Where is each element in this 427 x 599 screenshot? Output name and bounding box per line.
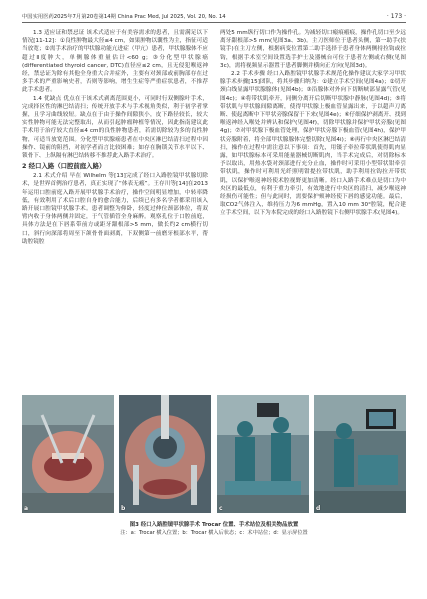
running-header xyxy=(22,12,406,23)
photo-trocar-inserted xyxy=(119,395,211,513)
pros-cons-paragraph: 1.4 优缺点 优点在于该术式剥离范围更小，可同时行双侧腺叶手术，完成择区性的淋巴结清扫；传统开放手术与手术视角类似，利于初学者掌握，且学习曲线较短。缺点在于由于操作间隙狭小，皮下路径较长，较大实性肿物可能无法完整取出，从而引起肿瘤种植等情况，因此指南建议此手术用于治疗较大直径≤4 cm的良性肿物患者，若需切除较为多的良性肿物，可适当放宽范围。分化型甲状腺癌患者在中央区淋巴结清扫过程中因操作、镜前的阻挡，对初学者而言比较困难；如存在胸锁关节水平以下、锁骨下、上纵隔有淋巴结转移不推荐此入路手术治疗。 xyxy=(22,95,208,160)
trocar-paragraph: 两处5 mm纵行切口作为操作孔。为减轻切口瘢痕瘢痕，操作孔切口至少远离牙龈根部>5 mm(见图3a、3b)。主刀医师位于患者头侧，第一助手(扶镜手)在主刀左侧，根据病变位置第二助手选择于患者身体两侧持拉钩或拉钩，根据手术室空间设置选手护士及器械台可位于患者左侧或右侧(见图3c)，需将视频显示器置于患者脚侧并横向正方向(见图3d)。 xyxy=(220,30,406,69)
photo-c-image xyxy=(217,395,309,513)
panel-label-c: c xyxy=(219,505,223,512)
panel-label-a: a xyxy=(24,505,29,512)
journal-citation: 中国实用医药2025年7月第20卷第14期 China Prac Med, Jul 2025, Vol. 20, No. 14 xyxy=(22,14,226,20)
photo-d-image xyxy=(314,395,406,513)
figure-caption-note: 注：a：Trocar 横入位置；b：Trocar 横入后状态；c：术中站位；d：显示屏位置 xyxy=(120,530,308,536)
photo-monitor-position xyxy=(314,395,406,513)
technique-intro-paragraph: 2.1 术式介绍 早在 Wilhelm 等[13]完成了经口入路腔镜甲状腺切除术，是世界首例治疗患者，真正实现了“体表无瘢”。王存川等[14]在2013年运用口腔前庭入路开展甲状腺手术治疗，操作空间明显增加，中转率降低，有效利用了术后口腔自身的愈合能力，后续已有多名学者都采用该入路开展口腔镜甲状腺手术。患者调整为仰卧，轻度过伸位颈部体位，将双臂内收于身体两侧并固定，于气管插管全身麻醉。观察孔位于口腔前庭，具体方法是在下唇系带前方或距牙龈根部>5 mm，做长约2 cm横行切口，斜行向深部将周至下颌骨骨面剥离，下双侧第一前磨牙根部水平，帮助腔镜腔 xyxy=(22,173,208,245)
right-column xyxy=(220,29,406,218)
left-column xyxy=(22,29,208,246)
figure-3 xyxy=(22,395,406,527)
photo-intraoperative-positions xyxy=(217,395,309,513)
photo-trocar-position xyxy=(22,395,114,513)
figure-caption xyxy=(22,521,406,537)
panel-label-b: b xyxy=(121,505,126,512)
panel-label-d: d xyxy=(316,505,321,512)
photo-a-image xyxy=(22,395,114,513)
page-number: · 173 · xyxy=(386,13,406,20)
figure-caption-title: 图3 经口入路腔镜甲状腺手术 Trocar 位置、手术站位及相关物品放置 xyxy=(129,522,299,528)
section-heading-oral-approach: 2 经口入路（口腔前庭入路） xyxy=(22,162,106,171)
surgical-steps-paragraph: 2.2 手术步骤 经口入路腔镜甲状腺手术规范化操作建议大家学习甲状腺手术步骤[15]团队，将其步骤归纳为：①建立手术空间(见图4a)；②切开颈白线显露甲状腺腺体(见图4b)；③沿腺体对外向下切断峡部显露气管(见图4c)；④将带状肌牵开，同侧分离开后切断甲状腺中静脉(见图4d)；⑤将带状肌与甲状腺间隙离断，使得甲状腺上极血管显露出来，于以超声刀离断、使起离断中下甲状旁腺保留于下来(见图4e)；⑥仔细保护剥离开、找到喉返神经入喉处并辨认和保护(见图4f)，切除甲状腺并保护甲状旁腺(见图4g)；⑦对甲状腺下极血管处理，保护甲状旁腺下极血管(见图4h)，保护甲状旁腺附着，将全部甲状腺腺体完整切除(见图4i)；⑧再行中央区淋巴结清扫，操作在过程中需注意以下事项：首先，用镊子牵拉带状肌使得肌肉显露，如甲状腺标本可采用能量器械切断肌肉，当手术完成后，对切除标本予以取出，用热水袋对颈部进行充分止血，操作时可采用小型带状钳牵引带状肌，操作时可利用光纤照明钳提拉带状肌，助手利用拉钩拉开带状肌，以保护喉返神经使术腔视野更加清晰。经口入路手术难点是切口为中央区的最低点，有利于重力牵引，有效地进行中央区的清扫，减少喉返神经损伤可能性；但与此同时，需要保护颏神经使下唇的感觉功能。最后，取CO2气体注入，维持压力为6 mmHg，置入10 mm 30°腔镜，配合建立手术空间，以下为本院完成的经口入路腔镜下右侧甲状腺手术(见图4)。 xyxy=(220,71,406,217)
indications-paragraph: 1.3 适应证和禁忌证 该术式适应于有美容需求的患者，且需满足以下情况[11-12]：①良性肿物最大径≤4 cm，如果肿物以囊性为主，指征可适当放宽；②需手术治疗的甲状腺功能亢进症（甲亢）患者，甲状腺腺体不应超过Ⅱ度肿大，单侧腺体重量估计<60 g；③分化型甲状腺癌(differentiated thyroid cancer, DTC)直径应≤2 cm，且无侵犯喉返神经，禁忌证为除有其他全身重大合并症外，主要有对颈部或前胸部存在过多手术的严重影响史者，否则等影响，增生生症等严重症状患者，不推荐此手术患者。 xyxy=(22,30,208,94)
photo-b-image xyxy=(119,395,211,513)
